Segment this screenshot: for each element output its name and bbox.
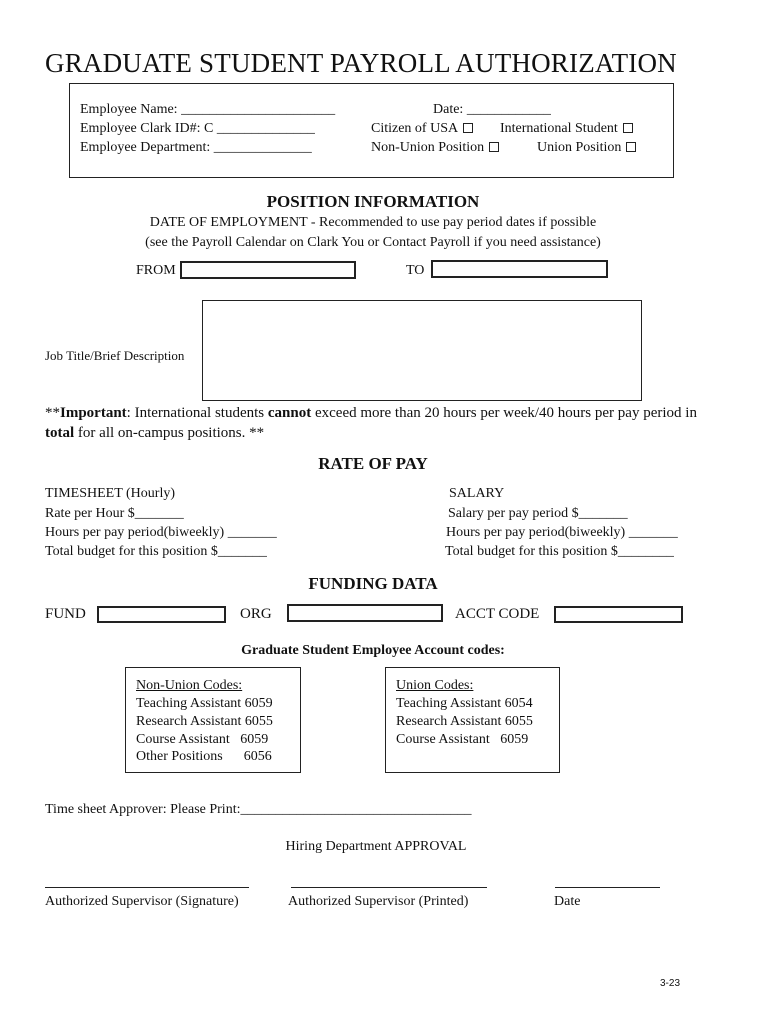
salary-hours-field[interactable]: Hours per pay period(biweekly) _______	[446, 525, 678, 540]
fund-label: FUND	[45, 606, 86, 622]
non-union-code-item: Course Assistant 6059	[136, 732, 269, 747]
important-prefix: **	[45, 405, 60, 421]
total-emphasis: total	[45, 425, 75, 441]
job-description-textarea[interactable]	[202, 300, 642, 401]
important-note-line1	[45, 405, 697, 422]
timesheet-title: TIMESHEET (Hourly)	[45, 486, 175, 501]
employee-id-field[interactable]: Employee Clark ID#: C ______________	[80, 121, 315, 136]
signature-label: Authorized Supervisor (Signature)	[45, 894, 239, 909]
important-text3: for all on-campus positions. **	[74, 425, 265, 441]
important-text1: : International students	[126, 405, 268, 421]
hourly-rate-field[interactable]: Rate per Hour $_______	[45, 506, 184, 521]
signature-line[interactable]	[45, 887, 249, 888]
position-information-heading: POSITION INFORMATION	[266, 192, 480, 211]
to-date-input[interactable]	[431, 260, 608, 278]
citizen-usa-checkbox[interactable]	[463, 123, 473, 133]
fund-input[interactable]	[97, 606, 226, 623]
union-code-item: Teaching Assistant 6054	[396, 696, 533, 711]
funding-data-heading: FUNDING DATA	[308, 574, 438, 593]
important-text2: exceed more than 20 hours per week/40 hours per pay period in	[311, 405, 697, 421]
hourly-budget-field[interactable]: Total budget for this position $_______	[45, 544, 267, 559]
union-codes-title: Union Codes:	[396, 678, 474, 693]
printed-name-line[interactable]	[291, 887, 487, 888]
payroll-calendar-note: (see the Payroll Calendar on Clark You or Contact Payroll if you need assistance)	[145, 235, 601, 250]
salary-rate-field[interactable]: Salary per pay period $_______	[448, 506, 628, 521]
to-date-value	[432, 263, 436, 278]
printed-name-label: Authorized Supervisor (Printed)	[288, 894, 469, 909]
approval-date-line[interactable]	[555, 887, 660, 888]
non-union-code-item: Other Positions 6056	[136, 749, 272, 764]
timesheet-approver-field[interactable]: Time sheet Approver: Please Print:_________________________________	[45, 802, 472, 817]
hourly-hours-field[interactable]: Hours per pay period(biweekly) _______	[45, 525, 277, 540]
union-code-item: Research Assistant 6055	[396, 714, 533, 729]
to-label: TO	[406, 263, 425, 278]
union-position-checkbox[interactable]	[626, 142, 636, 152]
salary-budget-field[interactable]: Total budget for this position $________	[445, 544, 674, 559]
form-version: 3-23	[660, 978, 681, 989]
acct-code-label: ACCT CODE	[455, 606, 540, 622]
non-union-code-item: Research Assistant 6055	[136, 714, 273, 729]
approval-date-label: Date	[554, 894, 581, 909]
from-date-value	[181, 264, 185, 279]
cannot-emphasis: cannot	[267, 405, 312, 421]
org-value	[288, 607, 292, 622]
union-position-label: Union Position	[537, 140, 622, 155]
international-student-option[interactable]	[500, 121, 633, 137]
acct-code-value	[555, 609, 559, 624]
non-union-position-label: Non-Union Position	[371, 140, 485, 155]
rate-of-pay-heading: RATE OF PAY	[318, 454, 428, 473]
union-position-option[interactable]	[537, 140, 636, 156]
job-title-label: Job Title/Brief Description	[45, 348, 185, 363]
job-description-value	[203, 301, 641, 309]
international-student-label: International Student	[500, 121, 618, 136]
date-field[interactable]: Date: ____________	[433, 102, 551, 117]
hiring-approval-heading: Hiring Department APPROVAL	[285, 839, 467, 854]
salary-title: SALARY	[449, 486, 505, 501]
important-note-line2	[45, 425, 264, 442]
important-label: Important	[60, 405, 127, 421]
non-union-position-option[interactable]	[371, 140, 499, 156]
union-code-item: Course Assistant 6059	[396, 732, 529, 747]
citizen-usa-label: Citizen of USA	[371, 121, 459, 136]
employee-department-field[interactable]: Employee Department: ______________	[80, 140, 312, 155]
non-union-position-checkbox[interactable]	[489, 142, 499, 152]
international-student-checkbox[interactable]	[623, 123, 633, 133]
from-label: FROM	[136, 263, 176, 278]
non-union-codes-title: Non-Union Codes:	[136, 678, 243, 693]
from-date-input[interactable]	[180, 261, 356, 279]
account-codes-heading: Graduate Student Employee Account codes:	[241, 643, 505, 658]
fund-value	[98, 609, 102, 624]
non-union-code-item: Teaching Assistant 6059	[136, 696, 273, 711]
org-label: ORG	[240, 606, 272, 622]
date-of-employment-note: DATE OF EMPLOYMENT - Recommended to use pay period dates if possible	[149, 215, 597, 230]
org-input[interactable]	[287, 604, 443, 622]
citizen-usa-option[interactable]	[371, 121, 473, 137]
page-title: GRADUATE STUDENT PAYROLL AUTHORIZATION	[45, 48, 677, 78]
employee-name-field[interactable]: Employee Name: ______________________	[80, 102, 336, 117]
acct-code-input[interactable]	[554, 606, 683, 623]
